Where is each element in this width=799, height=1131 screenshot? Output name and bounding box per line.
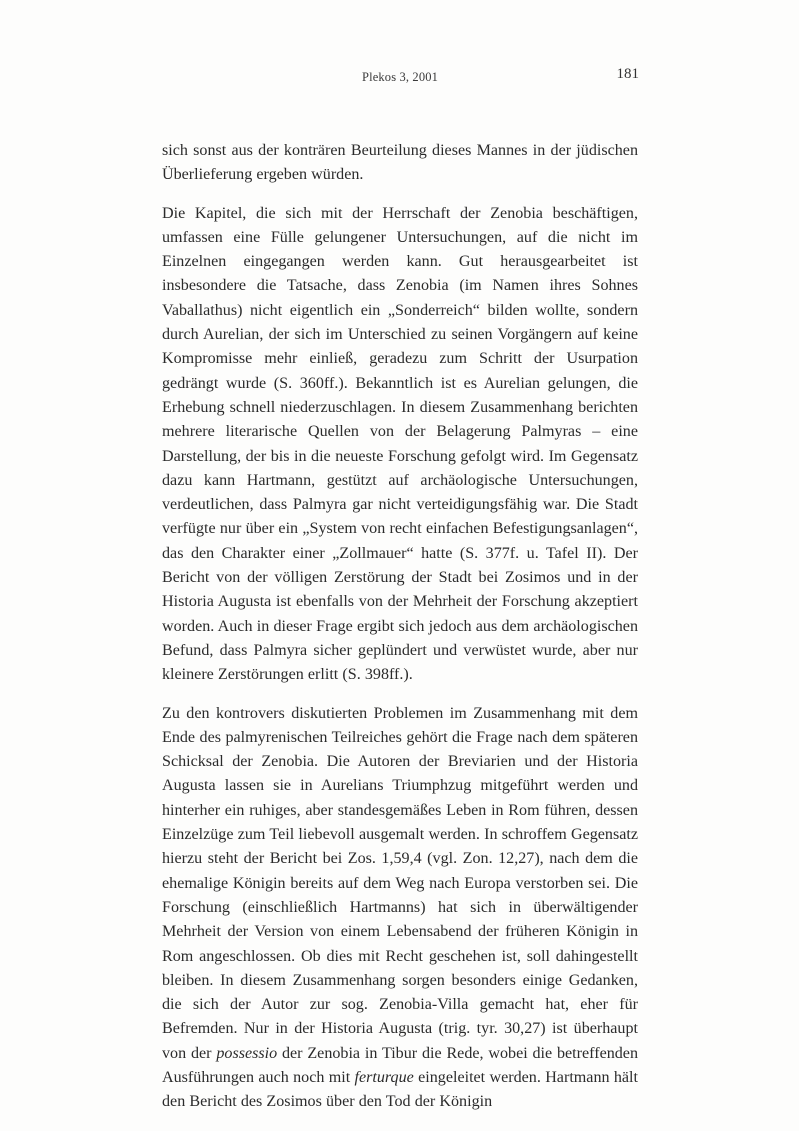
page-number: 181 [616,66,639,82]
running-head [162,66,639,92]
paragraph-2: Die Kapitel, die sich mit der Herrschaft der Zenobia beschäftigen, umfassen eine Fülle gelungener Untersuchungen, auf die nicht im Einzelnen eingegangen werden kann. Gut herausgearbeitet ist insbesondere die Tatsache, dass Zenobia (im Namen ihres Sohnes Vaballathus) nicht eigentlich ein „Sonderreich“ bilden wollte, sondern durch Aurelian, der sich im Unterschied zu seinen Vorgängern auf keine Kompromisse mehr einließ, geradezu zum Schritt der Usurpation gedrängt wurde (S. 360ff.). Bekanntlich ist es Aurelian gelungen, die Erhebung schnell niederzuschlagen. In diesem Zusammenhang berichten mehrere literarische Quellen von der Belagerung Palmyras – eine Darstellung, der bis in die neueste Forschung gefolgt wird. Im Gegensatz dazu kann Hartmann, gestützt auf archäologische Untersuchungen, verdeutlichen, dass Palmyra gar nicht verteidigungsfähig war. Die Stadt verfügte nur über ein „System von recht einfachen Befestigungsanlagen“, das den Charakter einer „Zollmauer“ hatte (S. 377f. u. Tafel II). Der Bericht von der völligen Zerstörung der Stadt bei Zosimos und in der Historia Augusta ist ebenfalls von der Mehrheit der Forschung akzeptiert worden. Auch in dieser Frage ergibt sich jedoch aus dem archäologischen Befund, dass Palmyra sicher geplündert und verwüstet wurde, aber nur kleinere Zerstörungen erlitt (S. 398ff.). [162,204,638,684]
latin-term: possessio [216,1044,278,1062]
journal-title: Plekos 3, 2001 [361,70,439,84]
paragraph-1: sich sonst aus der konträren Beurteilung dieses Mannes in der jüdischen Überlieferung ergeben würden. [162,142,638,184]
paragraph-3: Zu den kontrovers diskutierten Problemen im Zusammenhang mit dem Ende des palmyrenischen Teilreiches gehört die Frage nach dem späteren Schicksal der Zenobia. Die Autoren der Breviarien und der Historia Augusta lassen sie in Aurelians Triumphzug mitgeführt werden und hinterher ein ruhiges, aber standesgemäßes Leben in Rom führen, dessen Einzelzüge zum Teil liebevoll ausgemalt werden. In schroffem Gegensatz hierzu steht der Bericht bei Zos. 1,59,4 (vgl. Zon. 12,27), nach dem die ehemalige Königin bereits auf dem Weg nach Europa verstorben sei. Die Forschung (einschließlich Hartmanns) hat sich in überwältigender Mehrheit der Version von einem Lebensabend der früheren Königin in Rom angeschlossen. Ob dies mit Recht geschehen ist, soll dahingestellt bleiben. In diesem Zusammenhang sorgen besonders einige Gedanken, die sich der Autor zur sog. Zenobia-Villa gemacht hat, eher für Befremden. Nur in der Historia Augusta (trig. tyr. 30,27) ist überhaupt von der possessio der Zenobia in Tibur die Rede, wobei die betreffenden Ausführungen auch noch mit ferturque eingeleitet werden. Hartmann hält den Bericht des Zosimos über den Tod der Königin [162,704,639,1111]
body-text-block [162,139,638,1115]
latin-term: ferturque [354,1068,414,1086]
